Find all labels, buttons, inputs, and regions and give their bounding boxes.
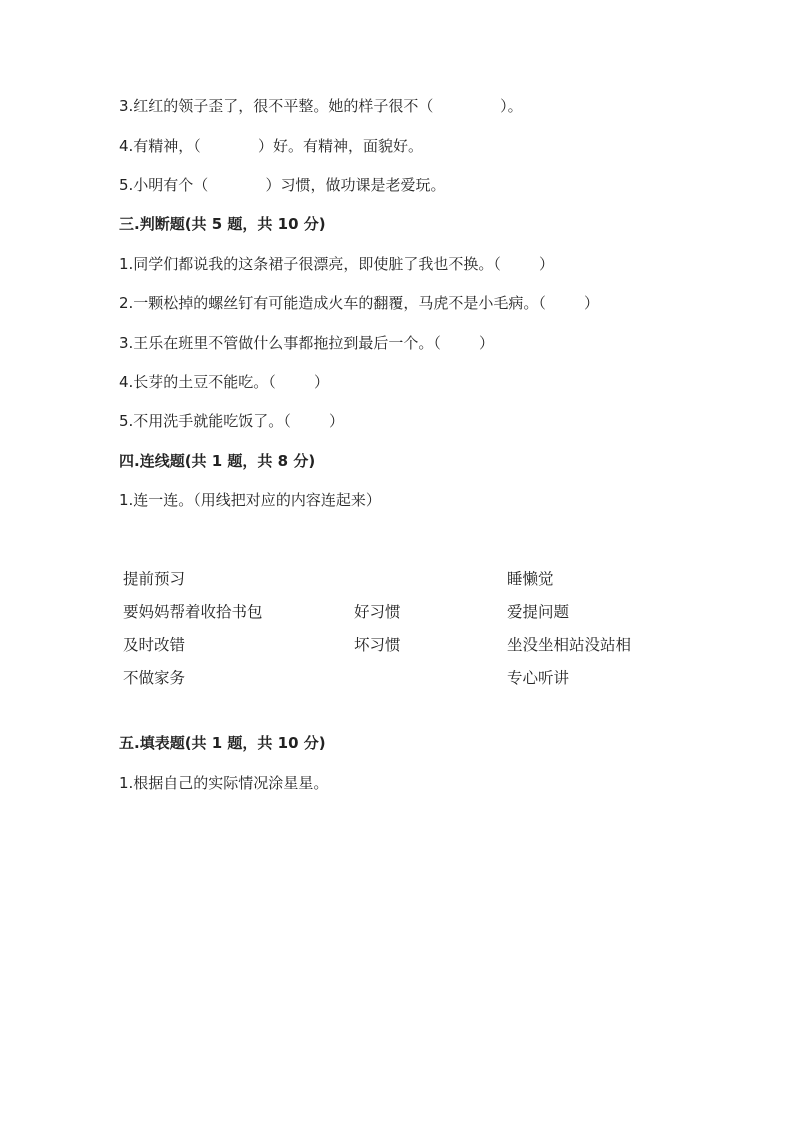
matching-right-item: 爱提问题 — [507, 603, 570, 621]
matching-q1: 1.连一连。（用线把对应的内容连起来） — [119, 491, 381, 509]
judge-heading: 三.判断题(共 5 题，共 10 分) — [119, 215, 326, 233]
judge-q3: 3.王乐在班里不管做什么事都拖拉到最后一个。（ ） — [119, 334, 494, 352]
matching-left-item: 不做家务 — [123, 669, 186, 687]
judge-q2: 2.一颗松掉的螺丝钉有可能造成火车的翻覆，马虎不是小毛病。（ ） — [119, 294, 599, 312]
matching-right-item: 睡懒觉 — [507, 570, 554, 588]
fill-blank-q4: 4.有精神，（ ）好。有精神，面貌好。 — [119, 137, 424, 155]
matching-left-item: 及时改错 — [123, 636, 186, 654]
matching-left-item: 提前预习 — [123, 570, 186, 588]
matching-heading: 四.连线题(共 1 题，共 8 分) — [119, 452, 316, 470]
judge-q4: 4.长芽的土豆不能吃。（ ） — [119, 373, 329, 391]
table-q1: 1.根据自己的实际情况涂星星。 — [119, 774, 329, 792]
fill-blank-q5: 5.小明有个（ ）习惯，做功课是老爱玩。 — [119, 176, 446, 194]
fill-blank-q3: 3.红红的领子歪了，很不平整。她的样子很不（ ）。 — [119, 97, 523, 115]
judge-q5: 5.不用洗手就能吃饭了。（ ） — [119, 412, 344, 430]
matching-left-item: 要妈妈帮着收拾书包 — [123, 603, 263, 621]
table-heading: 五.填表题(共 1 题，共 10 分) — [119, 734, 326, 752]
matching-right-item: 专心听讲 — [507, 669, 570, 687]
matching-right-item: 坐没坐相站没站相 — [507, 636, 632, 654]
matching-middle-item: 好习惯 — [354, 603, 401, 621]
matching-middle-item: 坏习惯 — [354, 636, 401, 654]
judge-q1: 1.同学们都说我的这条裙子很漂亮，即使脏了我也不换。（ ） — [119, 255, 554, 273]
